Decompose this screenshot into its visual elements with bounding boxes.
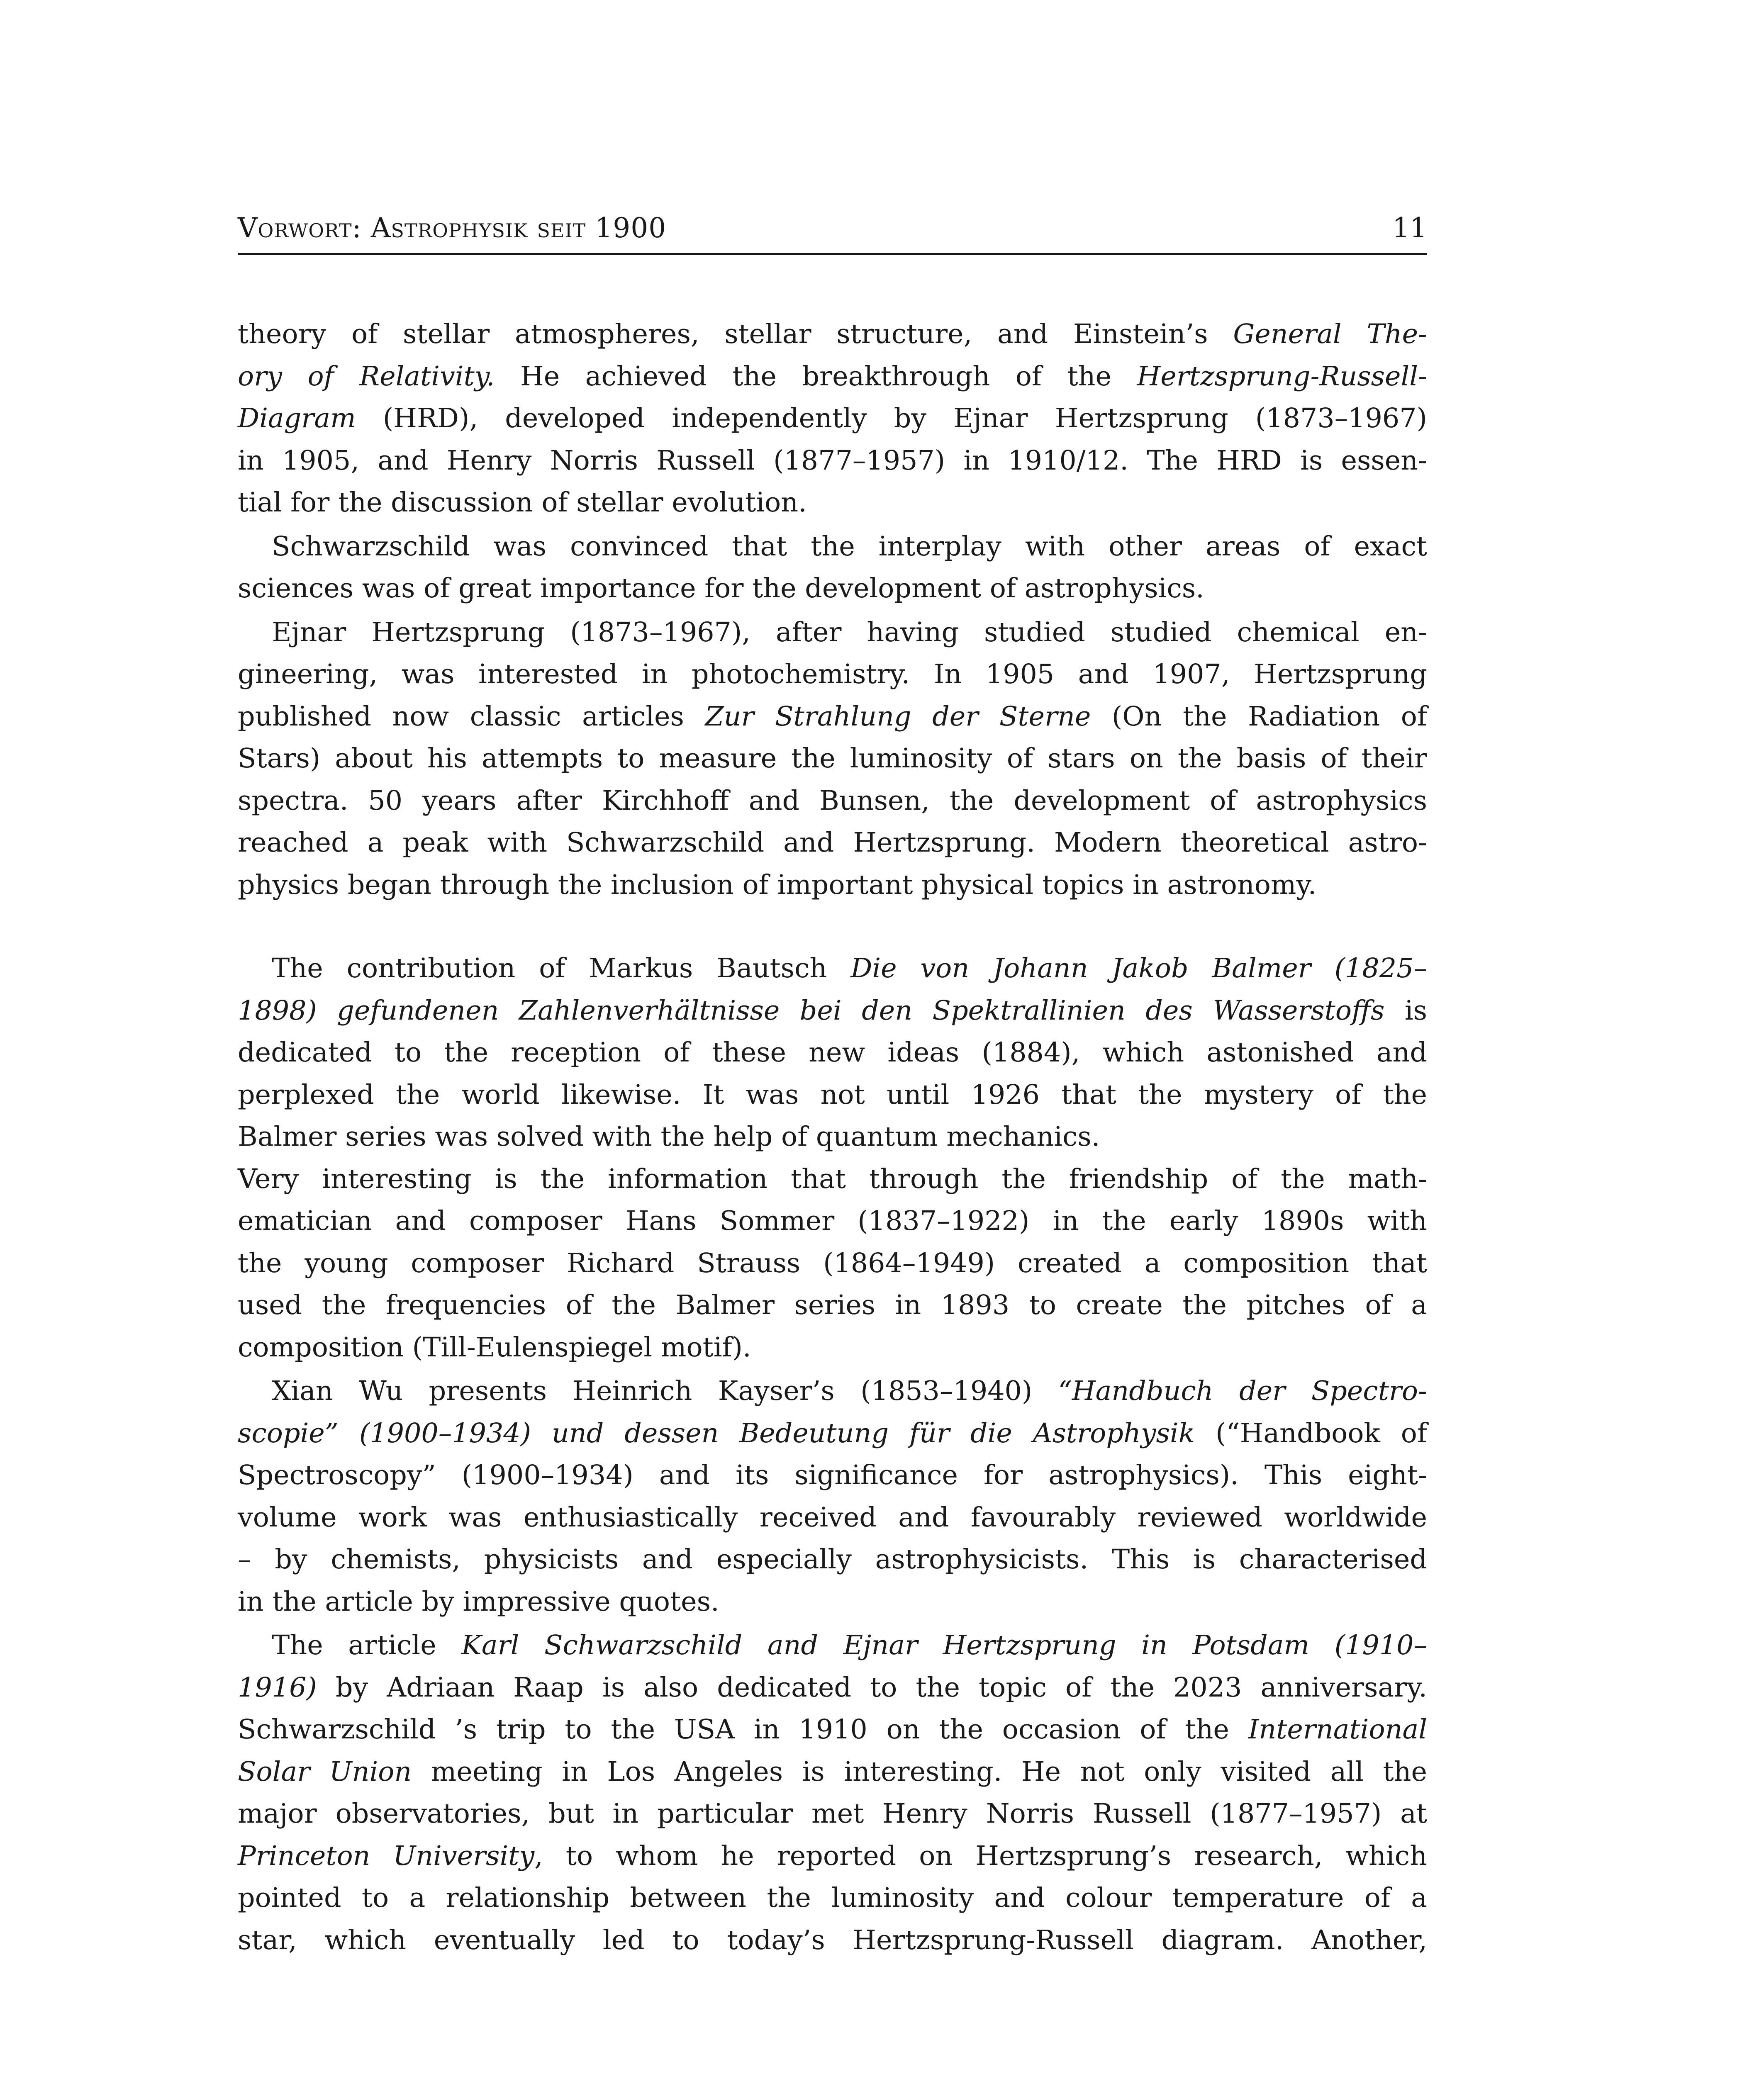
text-span: Stars) about his attempts to measure the luminosity of stars on the basis of their [238,743,1427,774]
text-span-italic: “Handbuch der Spectro- [1058,1375,1427,1407]
text-span: published now classic articles [238,701,705,732]
text-line [238,696,1427,738]
text-line [238,1032,1427,1074]
text-line [238,1454,1427,1497]
paragraph-2 [238,526,1427,610]
paragraph-6 [238,1370,1427,1623]
text-span: perplexed the world likewise. It was not until 1926 that the mystery of the [238,1079,1427,1110]
text-span-italic: Princeton University [238,1840,535,1872]
text-span: gineering, was interested in photochemistry. In 1905 and 1907, Hertzsprung [238,659,1427,690]
text-span: sciences was of great importance for the development of astrophysics. [238,573,1204,604]
text-line [238,1497,1427,1539]
text-line [238,1751,1427,1793]
text-line [238,1242,1427,1285]
text-span: dedicated to the reception of these new ideas (1884), which astonished and [238,1037,1427,1068]
text-span-italic: International [1248,1714,1427,1745]
text-span-italic: Diagram [238,403,356,434]
text-span: The article [272,1630,462,1661]
text-line [238,1412,1427,1455]
text-span: star, which eventually led to today’s Hertzsprung-Russell diagram. Another, [238,1924,1427,1956]
paragraph-4 [238,947,1427,1158]
text-span: physics began through the inclusion of important physical topics in astronomy. [238,869,1317,901]
text-line [238,1116,1427,1158]
text-line [238,397,1427,440]
text-span: spectra. 50 years after Kirchhoff and Bunsen, the development of astrophysics [238,785,1427,816]
text-line [238,1158,1427,1200]
page-number: 11 [1392,212,1427,244]
text-span: ematician and composer Hans Sommer (1837–1922) in the early 1890s with [238,1205,1427,1237]
text-span: composition (Till-Eulenspiegel motif). [238,1332,751,1363]
text-line [238,313,1427,355]
text-line [238,1667,1427,1709]
text-span: the young composer Richard Strauss (1864–1949) created a composition that [238,1247,1427,1279]
text-line [238,653,1427,696]
body-text [238,313,1427,1961]
text-span: Schwarzschild ’s trip to the USA in 1910 on the occasion of the [238,1714,1248,1745]
text-line [238,1581,1427,1623]
text-span-italic: 1916) [238,1672,317,1703]
text-span: theory of stellar atmospheres, stellar structure, and Einstein’s [238,319,1233,350]
text-span: Xian Wu presents Heinrich Kayser’s (1853–1940) [272,1375,1058,1407]
text-line [238,990,1427,1032]
text-span: (HRD), developed independently by Ejnar Hertzsprung (1873–1967) [356,403,1427,434]
text-line [238,1877,1427,1919]
text-span: by Adriaan Raap is also dedicated to the topic of the 2023 anniversary. [317,1672,1427,1703]
text-line [238,567,1427,610]
running-header [238,212,1427,255]
text-span-italic: General The- [1233,319,1427,350]
text-line [238,1200,1427,1242]
text-line [238,822,1427,864]
text-line [238,440,1427,482]
text-line [238,864,1427,906]
text-span-italic: scopie” (1900–1934) und dessen Bedeutung für die Astrophysik [238,1417,1195,1449]
text-span: in the article by impressive quotes. [238,1586,719,1617]
text-span: in 1905, and Henry Norris Russell (1877–1957) in 1910/12. The HRD is essen- [238,445,1427,476]
text-line [238,1327,1427,1369]
text-span: Balmer series was solved with the help of quantum mechanics. [238,1121,1100,1152]
text-span: Ejnar Hertzsprung (1873–1967), after having studied studied chemical en- [272,616,1427,648]
text-line [238,1074,1427,1116]
text-span: The contribution of Markus Bautsch [272,953,851,984]
text-line [238,1709,1427,1751]
paragraph-5 [238,1158,1427,1369]
text-line [238,1793,1427,1835]
text-span: He achieved the breakthrough of the [495,360,1137,392]
text-line [238,526,1427,568]
text-span: major observatories, but in particular met Henry Norris Russell (1877–1957) at [238,1798,1427,1829]
text-span: tial for the discussion of stellar evolution. [238,487,807,518]
paragraph-3 [238,611,1427,906]
text-span: (“Handbook of [1195,1417,1427,1449]
text-line [238,1624,1427,1667]
text-line [238,355,1427,398]
text-span-italic: Hertzsprung-Russell- [1137,360,1427,392]
text-line [238,482,1427,524]
text-line [238,1370,1427,1412]
text-span: , to whom he reported on Hertzsprung’s research, which [534,1840,1427,1872]
text-span-italic: Die von Johann Jakob Balmer (1825– [850,953,1427,984]
text-line [238,1919,1427,1962]
text-line [238,611,1427,654]
text-span: is [1384,995,1427,1026]
text-span-italic: ory of Relativity. [238,360,495,392]
running-header-title: Vorwort: Astrophysik seit 1900 [238,212,667,244]
text-span: reached a peak with Schwarzschild and Hertzsprung. Modern theoretical astro- [238,827,1427,858]
text-span-italic: 1898) gefundenen Zahlenverhältnisse bei den Spektrallinien des Wasserstoffs [238,995,1385,1026]
text-line [238,947,1427,990]
text-span-italic: Zur Strahlung der Sterne [705,701,1091,732]
paragraph-1 [238,313,1427,524]
text-line [238,1284,1427,1327]
text-span: Schwarzschild was convinced that the interplay with other areas of exact [272,531,1427,562]
text-span-italic: Solar Union [238,1756,412,1787]
text-span-italic: Karl Schwarzschild and Ejnar Hertzsprung in Potsdam (1910– [461,1630,1427,1661]
paragraph-7 [238,1624,1427,1961]
text-line [238,780,1427,822]
text-span: – by chemists, physicists and especially astrophysicists. This is characterised [238,1544,1427,1575]
text-span: (On the Radiation of [1091,701,1427,732]
text-span: used the frequencies of the Balmer series in 1893 to create the pitches of a [238,1290,1427,1321]
text-span: Very interesting is the information that through the friendship of the math- [238,1163,1427,1195]
text-span: Spectroscopy” (1900–1934) and its significance for astrophysics). This eight- [238,1460,1427,1491]
text-span: pointed to a relationship between the luminosity and colour temperature of a [238,1882,1427,1913]
text-span: meeting in Los Angeles is interesting. He not only visited all the [412,1756,1427,1787]
text-line [238,1835,1427,1877]
text-span: volume work was enthusiastically received and favourably reviewed worldwide [238,1502,1427,1533]
text-line [238,738,1427,780]
text-line [238,1538,1427,1581]
